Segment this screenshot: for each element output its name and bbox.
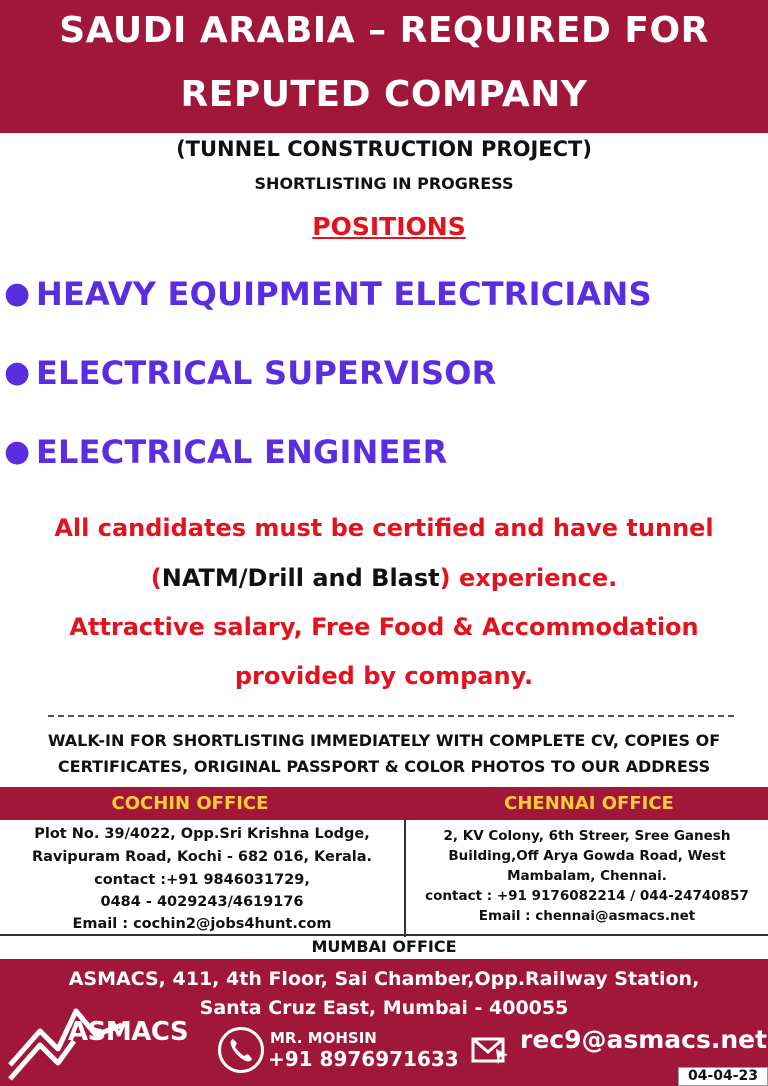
contact-name: MR. MOHSIN [270,1029,377,1047]
headline-line-1: SAUDI ARABIA – REQUIRED FOR [59,10,709,51]
bullet-icon: ● [4,355,31,390]
experience-type: NATM/Drill and Blast [161,564,440,592]
benefits-line-2: provided by company. [234,662,534,690]
logo-text: ASMACS [68,1017,189,1047]
address-line: Ravipuram Road, Kochi - 682 016, Kerala. [31,849,373,865]
project-subtitle: (TUNNEL CONSTRUCTION PROJECT) [176,137,592,161]
position-item [0,349,768,397]
email-line: Email : chennai@asmacs.net [478,908,696,924]
address-line: Plot No. 39/4022, Opp.Sri Krishna Lodge, [34,826,370,842]
requirement-line-1: All candidates must be certified and have tunnel [54,514,714,542]
mail-icon [470,1029,510,1069]
status-text: SHORTLISTING IN PROGRESS [254,174,514,193]
contact-line: contact :+91 9846031729, [94,872,310,888]
address-line: Mambalam, Chennai. [507,868,667,884]
cochin-office-details [0,820,404,936]
contact-email[interactable]: rec9@asmacs.net [520,1025,768,1054]
mumbai-office-title: MUMBAI OFFICE [311,937,457,956]
contact-line: 0484 - 4029243/4619176 [100,894,304,910]
phone-icon [218,1027,264,1073]
address-line: 2, KV Colony, 6th Streer, Sree Ganesh [443,828,731,844]
contact-phone[interactable]: +91 8976971633 [268,1047,459,1071]
paren-close: ) experience. [439,564,618,592]
mumbai-address-line-1: ASMACS, 411, 4th Floor, Sai Chamber,Opp.Railway Station, [68,968,700,990]
position-label: ELECTRICAL ENGINEER [36,433,448,471]
benefits-line-1: Attractive salary, Free Food & Accommodation [69,613,699,641]
paren-open: ( [150,564,162,592]
chennai-office-title: CHENNAI OFFICE [504,793,674,814]
bullet-icon: ● [4,434,31,469]
requirement-line-2 [0,564,768,592]
contact-line: contact : +91 9176082214 / 044-24740857 [425,888,749,904]
email-line: Email : cochin2@jobs4hunt.com [72,916,332,932]
dashed-divider [48,715,734,717]
bullet-icon: ● [4,276,31,311]
header-banner [0,0,768,133]
headline-line-2: REPUTED COMPANY [180,74,588,115]
cochin-office-title: COCHIN OFFICE [111,793,269,814]
position-item [0,428,768,476]
footer-banner [0,959,768,1086]
walkin-line-2: CERTIFICATES, ORIGINAL PASSPORT & COLOR PHOTOS TO OUR ADDRESS [57,757,711,776]
chennai-office-details [406,820,768,936]
position-label: ELECTRICAL SUPERVISOR [36,354,497,392]
mumbai-address-line-2: Santa Cruz East, Mumbai - 400055 [199,997,569,1019]
date-badge: 04-04-23 [678,1067,768,1086]
position-item [0,270,768,318]
walkin-line-1: WALK-IN FOR SHORTLISTING IMMEDIATELY WITH COMPLETE CV, COPIES OF [47,731,721,750]
positions-heading: POSITIONS [312,212,466,241]
address-line: Building,Off Arya Gowda Road, West [448,848,726,864]
position-label: HEAVY EQUIPMENT ELECTRICIANS [36,275,652,313]
